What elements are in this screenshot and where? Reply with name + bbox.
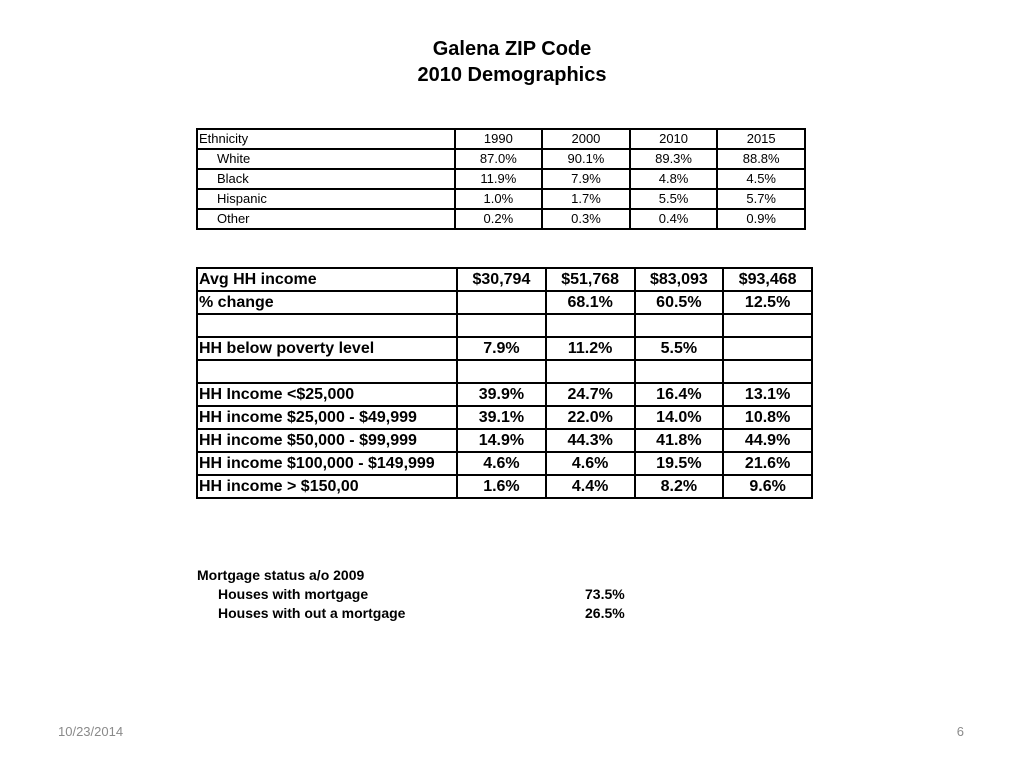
row-label: HH income $25,000 - $49,999: [197, 406, 457, 429]
cell-value: 44.9%: [723, 429, 812, 452]
cell-value: [457, 314, 546, 337]
ethnicity-table: [196, 128, 806, 230]
cell-value: 5.5%: [630, 189, 718, 209]
cell-value: 0.3%: [542, 209, 630, 229]
table-row: [197, 475, 812, 498]
cell-value: 89.3%: [630, 149, 718, 169]
row-label: Avg HH income: [197, 268, 457, 291]
mortgage-value: 73.5%: [585, 586, 625, 602]
table-row: [197, 189, 805, 209]
cell-value: 41.8%: [635, 429, 724, 452]
cell-value: $30,794: [457, 268, 546, 291]
cell-value: [723, 314, 812, 337]
row-label: White: [197, 149, 455, 169]
row-label: [197, 360, 457, 383]
cell-value: 0.2%: [455, 209, 543, 229]
cell-value: 14.0%: [635, 406, 724, 429]
cell-value: [723, 360, 812, 383]
cell-value: 21.6%: [723, 452, 812, 475]
row-label: Hispanic: [197, 189, 455, 209]
cell-value: 44.3%: [546, 429, 635, 452]
cell-value: 19.5%: [635, 452, 724, 475]
mortgage-value: 26.5%: [585, 605, 625, 621]
row-label: Other: [197, 209, 455, 229]
page-number: 6: [956, 724, 964, 739]
cell-value: [457, 291, 546, 314]
cell-value: 11.2%: [546, 337, 635, 360]
cell-value: 87.0%: [455, 149, 543, 169]
cell-value: 4.6%: [457, 452, 546, 475]
cell-value: 60.5%: [635, 291, 724, 314]
table-row: [197, 360, 812, 383]
row-label: HH below poverty level: [197, 337, 457, 360]
cell-value: 12.5%: [723, 291, 812, 314]
cell-value: 5.7%: [717, 189, 805, 209]
cell-value: [457, 360, 546, 383]
cell-value: 90.1%: [542, 149, 630, 169]
table-row: [197, 268, 812, 291]
cell-value: 8.2%: [635, 475, 724, 498]
cell-value: 24.7%: [546, 383, 635, 406]
cell-value: 13.1%: [723, 383, 812, 406]
income-table: [196, 267, 813, 499]
year-header: 1990: [455, 129, 543, 149]
cell-value: $93,468: [723, 268, 812, 291]
cell-value: 22.0%: [546, 406, 635, 429]
list-item: [197, 604, 625, 623]
row-label: [197, 314, 457, 337]
cell-value: 11.9%: [455, 169, 543, 189]
row-label: HH income $50,000 - $99,999: [197, 429, 457, 452]
ethnicity-header: Ethnicity: [197, 129, 455, 149]
cell-value: [635, 360, 724, 383]
mortgage-section: [197, 566, 625, 623]
title-line-2: 2010 Demographics: [417, 64, 607, 86]
mortgage-heading: Mortgage status a/o 2009: [197, 567, 365, 583]
cell-value: 7.9%: [542, 169, 630, 189]
table-row: [197, 169, 805, 189]
cell-value: 10.8%: [723, 406, 812, 429]
cell-value: 4.8%: [630, 169, 718, 189]
cell-value: 14.9%: [457, 429, 546, 452]
row-label: HH income $100,000 - $149,999: [197, 452, 457, 475]
table-row: [197, 149, 805, 169]
cell-value: 1.7%: [542, 189, 630, 209]
cell-value: 1.0%: [455, 189, 543, 209]
cell-value: $51,768: [546, 268, 635, 291]
row-label: % change: [197, 291, 457, 314]
cell-value: 0.9%: [717, 209, 805, 229]
table-row: [197, 291, 812, 314]
cell-value: 68.1%: [546, 291, 635, 314]
table-row: [197, 337, 812, 360]
row-label: HH income > $150,00: [197, 475, 457, 498]
title-line-1: Galena ZIP Code: [432, 38, 592, 60]
row-label: Black: [197, 169, 455, 189]
cell-value: 1.6%: [457, 475, 546, 498]
cell-value: 9.6%: [723, 475, 812, 498]
year-header: 2000: [542, 129, 630, 149]
cell-value: [723, 337, 812, 360]
table-row: [197, 314, 812, 337]
cell-value: 4.5%: [717, 169, 805, 189]
list-item: [197, 585, 625, 604]
year-header: 2015: [717, 129, 805, 149]
mortgage-label: Houses with out a mortgage: [218, 605, 406, 621]
table-row: [197, 406, 812, 429]
cell-value: 7.9%: [457, 337, 546, 360]
row-label: HH Income <$25,000: [197, 383, 457, 406]
year-header: 2010: [630, 129, 718, 149]
cell-value: 88.8%: [717, 149, 805, 169]
table-row: [197, 209, 805, 229]
slide-title: [0, 36, 1024, 88]
table-row: [197, 383, 812, 406]
cell-value: 4.6%: [546, 452, 635, 475]
cell-value: 5.5%: [635, 337, 724, 360]
cell-value: [635, 314, 724, 337]
cell-value: 4.4%: [546, 475, 635, 498]
footer-date: 10/23/2014: [58, 724, 124, 739]
mortgage-label: Houses with mortgage: [218, 586, 369, 602]
cell-value: [546, 314, 635, 337]
cell-value: $83,093: [635, 268, 724, 291]
cell-value: [546, 360, 635, 383]
table-row: [197, 429, 812, 452]
cell-value: 39.1%: [457, 406, 546, 429]
cell-value: 0.4%: [630, 209, 718, 229]
cell-value: 39.9%: [457, 383, 546, 406]
cell-value: 16.4%: [635, 383, 724, 406]
table-row: [197, 129, 805, 149]
table-row: [197, 452, 812, 475]
